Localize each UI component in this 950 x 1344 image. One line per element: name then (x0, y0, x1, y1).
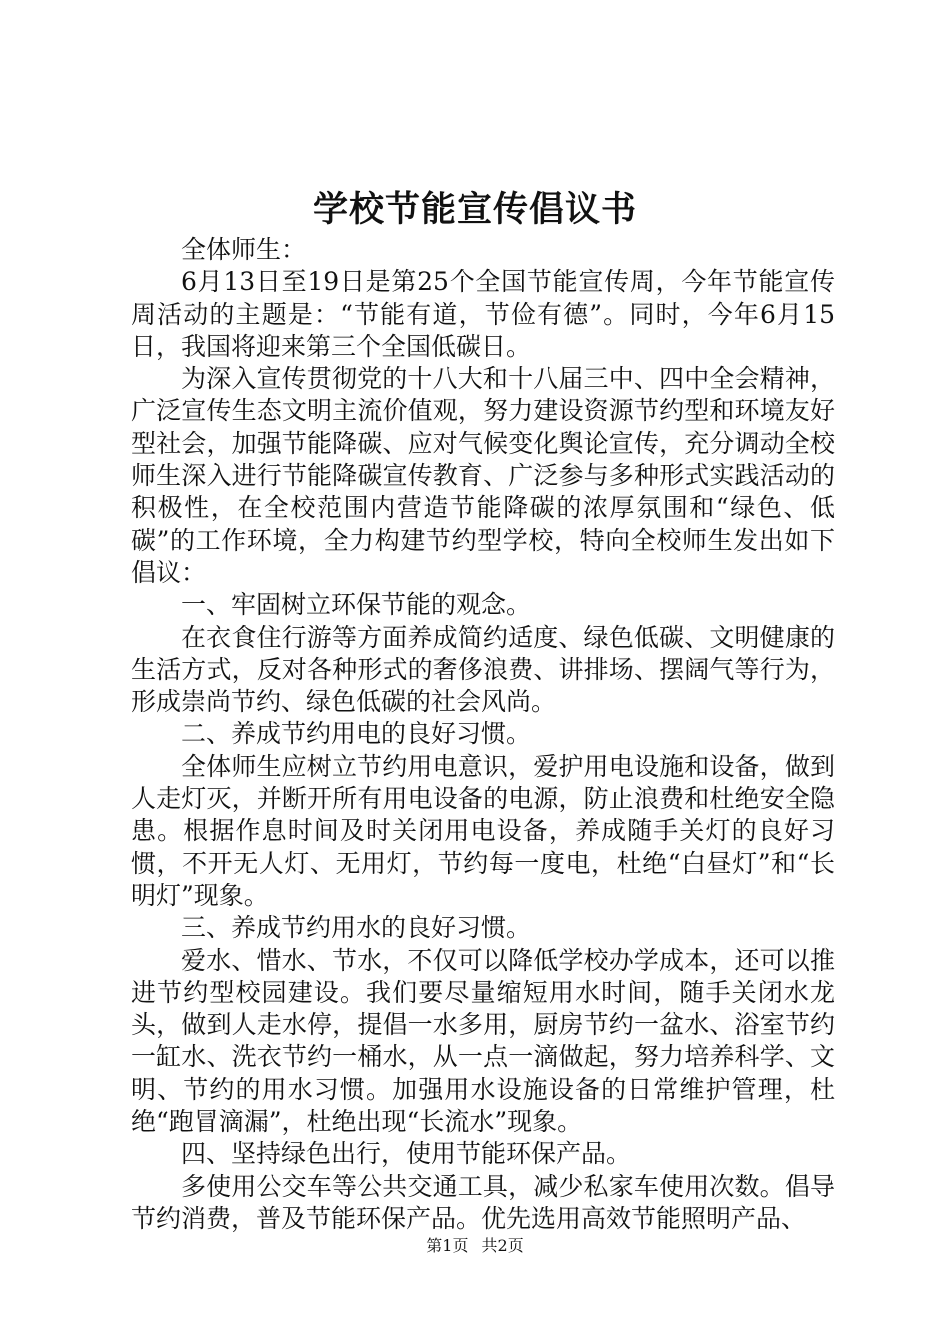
section-heading-1: 一、牢固树立环保节能的观念。 (181, 590, 532, 620)
document-title: 学校节能宣传倡议书 (312, 189, 637, 230)
paragraph-section-3: 爱水、惜水、节水，不仅可以降低学校办学成本，还可以推进节约型校园建设。我们要尽量缩短用水时间，随手关闭水龙头，做到人走水停，提倡一水多用，厨房节约一盆水、浴室节约一缸水、洗衣节约一桶水，从一点一滴做起，努力培养科学、文明、节约的用水习惯。加强用水设施设备的日常维护管理，杜绝“跑冒滴漏”，杜绝出现“长流水”现象。 (131, 945, 835, 1137)
paragraph-intro: 6月13日至19日是第25个全国节能宣传周，今年节能宣传周活动的主题是：“节能有道，节俭有德”。同时，今年6月15日，我国将迎来第三个全国低碳日。 (131, 267, 835, 361)
page-number-total: 共2页 (481, 1236, 524, 1255)
salutation: 全体师生： (181, 235, 307, 264)
paragraph-purpose: 为深入宣传贯彻党的十八大和十八届三中、四中全会精神，广泛宣传生态文明主流价值观，努力建设资源节约型和环境友好型社会，加强节能降碳、应对气候变化舆论宣传，充分调动全校师生深入进行节能降碳宣传教育、广泛参与多种形式实践活动的积极性，在全校范围内营造节能降碳的浓厚氛围和“绿色、低碳”的工作环境，全力构建节约型学校，特向全校师生发出如下倡议： (131, 364, 835, 587)
document-body (131, 234, 835, 1235)
section-heading-2: 二、养成节约用电的良好习惯。 (181, 719, 532, 749)
section-heading-4: 四、坚持绿色出行，使用节能环保产品。 (181, 1139, 632, 1169)
paragraph-section-1: 在衣食住行游等方面养成简约适度、绿色低碳、文明健康的生活方式，反对各种形式的奢侈浪费、讲排场、摆阔气等行为，形成崇尚节约、绿色低碳的社会风尚。 (131, 622, 835, 717)
page-number-current: 第1页 (426, 1236, 469, 1255)
section-heading-3: 三、养成节约用水的良好习惯。 (181, 913, 532, 943)
paragraph-section-4: 多使用公交车等公共交通工具，减少私家车使用次数。倡导节约消费，普及节能环保产品。优先选用高效节能照明产品、 (131, 1171, 835, 1233)
paragraph-section-2: 全体师生应树立节约用电意识，爱护用电设施和设备，做到人走灯灭，并断开所有用电设备的电源，防止浪费和杜绝安全隐患。根据作息时间及时关闭用电设备，养成随手关灯的良好习惯，不开无人灯、无用灯，节约每一度电，杜绝“白昼灯”和“长明灯”现象。 (131, 751, 835, 910)
page-footer (0, 1235, 950, 1257)
